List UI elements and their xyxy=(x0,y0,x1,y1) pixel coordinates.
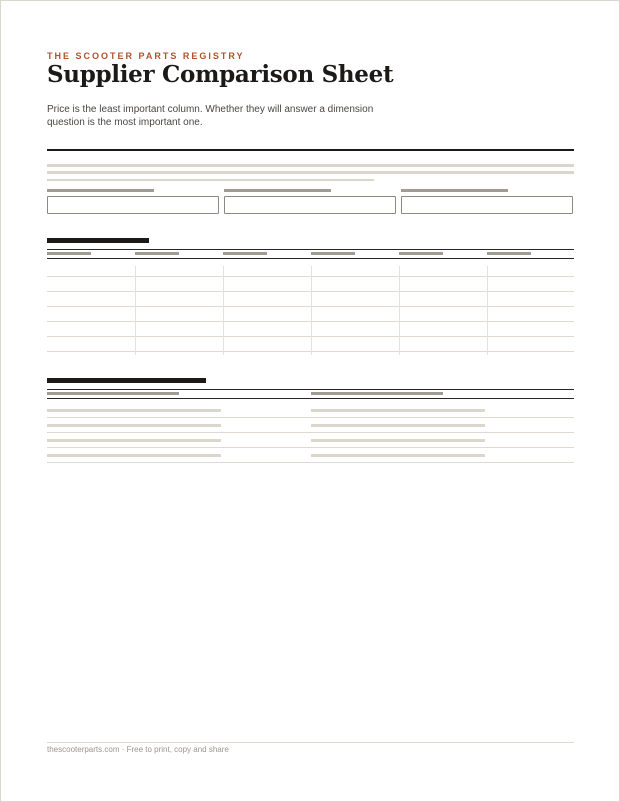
form-field-box[interactable] xyxy=(401,196,573,214)
list-row-divider xyxy=(47,462,574,463)
field-label xyxy=(401,189,508,192)
page-subtitle: Price is the least important column. Whether they will answer a dimension question is the most important one. xyxy=(47,104,374,128)
list-item xyxy=(47,439,221,442)
list-top-rule xyxy=(47,389,574,390)
list-row-divider xyxy=(47,432,574,433)
footer-divider xyxy=(47,742,574,743)
page-title: Supplier Comparison Sheet xyxy=(47,61,394,88)
list-item xyxy=(311,439,485,442)
list-item xyxy=(311,424,485,427)
section-heading-bar xyxy=(47,378,206,383)
field-label xyxy=(47,189,154,192)
instruction-line xyxy=(47,164,574,167)
page-footer: thescooterparts.com · Free to print, copy and share xyxy=(47,745,229,754)
list-header-cell xyxy=(47,392,179,395)
instruction-line xyxy=(47,171,574,174)
list-item xyxy=(47,409,221,412)
table-header-cell xyxy=(223,252,267,255)
field-label xyxy=(224,189,331,192)
header-divider xyxy=(47,149,574,151)
table-column-divider xyxy=(223,266,224,355)
list-row-divider xyxy=(47,447,574,448)
table-column-divider xyxy=(399,266,400,355)
table-header-rule xyxy=(47,258,574,259)
section-heading-bar xyxy=(47,238,149,243)
table-header-cell xyxy=(311,252,355,255)
list-item xyxy=(47,454,221,457)
table-header-cell xyxy=(399,252,443,255)
table-header-cell xyxy=(487,252,531,255)
form-field-box[interactable] xyxy=(224,196,396,214)
list-header-cell xyxy=(311,392,443,395)
table-header-cell xyxy=(47,252,91,255)
instruction-line xyxy=(47,179,374,181)
list-item xyxy=(311,409,485,412)
table-header-cell xyxy=(135,252,179,255)
table-column-divider xyxy=(311,266,312,355)
registry-eyebrow: THE SCOOTER PARTS REGISTRY xyxy=(47,51,245,61)
list-item xyxy=(47,424,221,427)
form-field-box[interactable] xyxy=(47,196,219,214)
table-column-divider xyxy=(135,266,136,355)
table-column-divider xyxy=(487,266,488,355)
list-header-rule xyxy=(47,398,574,399)
list-item xyxy=(311,454,485,457)
list-row-divider xyxy=(47,417,574,418)
table-top-rule xyxy=(47,249,574,250)
